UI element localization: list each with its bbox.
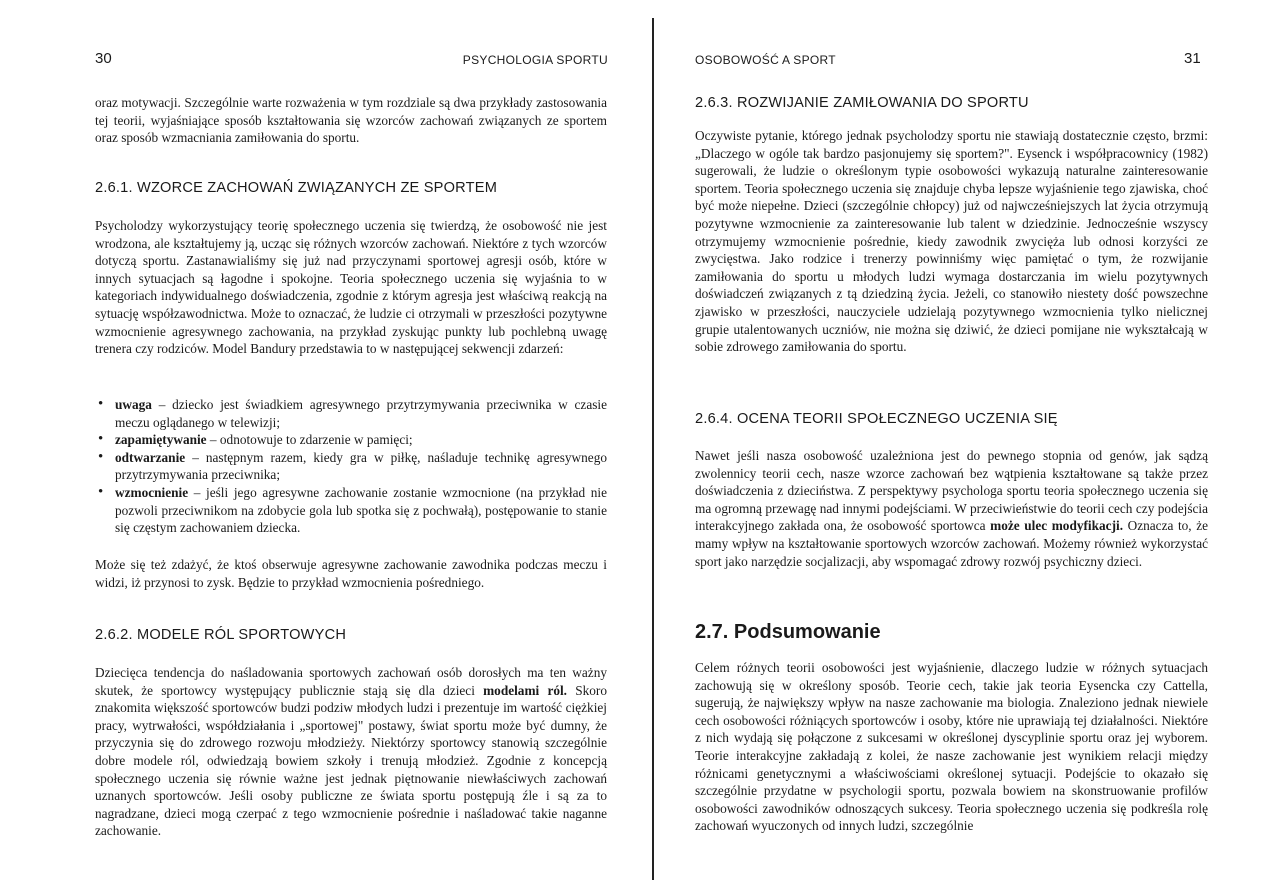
running-head: PSYCHOLOGIA SPORTU	[462, 53, 608, 67]
paragraph: Celem różnych teorii osobowości jest wyjaśnienie, dlaczego ludzie w różnych sytuacjach zachowują się w określony sposób. Teorie cech, takie jak teoria Eysencka czy Cattella, sugerują, że największy wpływ na nasze zachowanie ma biologia. Znaleziono jednak niewiele cech osobowości różniących sportowców i osoby, które nie uprawiają tej działalności. Niektóre z nich wydają się połączone z sukcesami w określonej dyscyplinie sportu oraz jej wyborem. Teorie interakcyjne zakładają z kolei, że nasze zachowanie jest wynikiem relacji między różnicami genetycznymi a właściwościami określonej sytuacji. Podejście to okazało się szczególnie przydatne w psychologii sportu, pozwala bowiem na skonstruowanie profilów osobowości zawodników odnoszących sukcesy. Teoria społecznego uczenia się podkreśla rolę zachowań wyuczonych od innych ludzi, szczególnie	[695, 660, 1208, 834]
list-item: • uwaga – dziecko jest świadkiem agresywnego przytrzymywania przeciwnika w czasie meczu oglądanego w telewizji;	[115, 396, 607, 431]
section-heading-2-6-2: 2.6.2. MODELE RÓL SPORTOWYCH	[95, 627, 347, 643]
section-heading-2-7: 2.7. Podsumowanie	[695, 621, 881, 643]
intro-paragraph: oraz motywacji. Szczególnie warte rozważenia w tym rozdziale są dwa przykłady zastosowania tej teorii, wyjaśniające sposób kształtowania się wzorców zachowań związanych ze sportem oraz sposób wzmacniania zamiłowania do sportu.	[95, 95, 607, 146]
section-heading-2-6-4: 2.6.4. OCENA TEORII SPOŁECZNEGO UCZENIA SIĘ	[695, 411, 1058, 427]
page-number: 31	[1184, 50, 1201, 67]
book-gutter	[652, 18, 654, 880]
section-heading-2-6-1: 2.6.1. WZORCE ZACHOWAŃ ZWIĄZANYCH ZE SPORTEM	[95, 180, 498, 196]
section-heading-2-6-3: 2.6.3. ROZWIJANIE ZAMIŁOWANIA DO SPORTU	[695, 95, 1029, 111]
bandura-sequence-list	[95, 396, 607, 537]
paragraph: Nawet jeśli nasza osobowość uzależniona jest do pewnego stopnia od genów, jak sądzą zwolennicy teorii cech, nasze wzorce zachowań bez wątpienia kształtowane są także przez doświadczenia z dzieciństwa. Z perspektywy psychologa sportu teoria społecznego uczenia się ma ogromną przewagę nad innymi podejściami. W przeciwieństwie do teorii cech czy podejścia interakcyjnego zakłada ona, że osobowość sportowca może ulec modyfikacji. Oznacza to, że mamy wpływ na kształtowanie sportowych wzorców zachowań. Możemy również wykorzystać sport jako narzędzie socjalizacji, aby wspomagać zdrowy rozwój psychiczny dzieci.	[695, 448, 1208, 569]
list-item: • wzmocnienie – jeśli jego agresywne zachowanie zostanie wzmocnione (na przykład nie pozwoli przeciwnikom na zdobycie gola lub spotka się z pochwałą), postępowanie to stanie się częstym zachowaniem dziecka.	[115, 484, 607, 537]
list-item: • odtwarzanie – następnym razem, kiedy gra w piłkę, naśladuje technikę agresywnego przytrzymywania przeciwnika;	[115, 449, 607, 484]
right-page	[658, 0, 1263, 893]
page-number: 30	[95, 50, 112, 67]
paragraph: Oczywiste pytanie, którego jednak psycholodzy sportu nie stawiają dostatecznie często, brzmi: „Dlaczego w ogóle tak bardzo pasjonujemy się sportem?". Eysenck i współpracownicy (1982) sugerowali, że ludzie o określonym typie osobowości wykazują naturalne zainteresowanie sportem. Teoria społecznego uczenia się znajduje chyba lepsze wyjaśnienie tego zjawiska, choć być może niepełne. Dzieci (szczególnie chłopcy) już od najwcześniejszych lat życia otrzymują pozytywne wzmocnienie za zainteresowanie lub talent w dziedzinie. Jednocześnie wszyscy otrzymujemy wzmocnienie pośrednie, kiedy zawodnik zwycięża lub odnosi korzyści ze zwycięstwa. Jako rodzice i trenerzy powinniśmy więc pamiętać o tym, że rozwijanie zamiłowania do sportu u młodych ludzi wymaga dostarczania im wielu pozytywnych doświadczeń związanych z tą dziedziną życia. Jeżeli, co stanowiło niestety dość powszechne zjawisko w przeszłości, nauczyciele udzielają pozytywnego wzmocnienia tylko nielicznej grupie utalentowanych uczniów, nie można się dziwić, że dzieci pomijane nie wykształcają w sobie zdrowego zamiłowania do sportu.	[695, 128, 1208, 355]
paragraph: Psycholodzy wykorzystujący teorię społecznego uczenia się twierdzą, że osobowość nie jest wrodzona, ale kształtujemy ją, ucząc się różnych wzorców zachowań. Niektóre z tych wzorców dotyczą sportu. Zastanawialiśmy się już nad przyczynami sportowej agresji osób, które w innych sytuacjach są łagodne i spokojne. Teoria społecznego uczenia się wyjaśnia to w kategoriach indywidualnego doświadczenia, zgodnie z którym agresja jest właściwą reakcją na sytuację współzawodnictwa. Może to oznaczać, że ludzie ci otrzymali w przeszłości pozytywne wzmocnienie agresywnego zachowania, na przykład zyskując punkty lub pochlebną uwagę trenera czy rodziców. Model Bandury przedstawia to w następującej sekwencji zdarzeń:	[95, 218, 607, 357]
running-head: OSOBOWOŚĆ A SPORT	[695, 53, 836, 67]
paragraph: Może się też zdażyć, że ktoś obserwuje agresywne zachowanie zawodnika podczas meczu i widzi, iż przynosi to zysk. Będzie to przykład wzmocnienia pośredniego.	[95, 557, 607, 590]
list-item: • zapamiętywanie – odnotowuje to zdarzenie w pamięci;	[115, 431, 607, 449]
paragraph: Dziecięca tendencja do naśladowania sportowych zachowań osób dorosłych ma ten ważny skutek, że sportowcy występujący publicznie stają się dla dzieci modelami ról. Skoro znakomita większość sportowców budzi podziw młodych ludzi i prezentuje im wartość ciężkiej pracy, wytrwałości, współdziałania i „sportowej" postawy, świat sportu może być dumny, że przyczynia się do zdrowego rozwoju młodzieży. Niektórzy sportowcy stanowią szczególnie dobre modele ról, odwiedzają bowiem szkoły i trenują młodzież. Zgodnie z koncepcją społecznego uczenia się równie ważne jest jednak piętnowanie niewłaściwych zachowań uznanych sportowców. Jeśli osoby publiczne ze świata sportu postępują źle i są za to nagradzane, dzieci mogą czerpać z tego wzmocnienie pośrednie i naśladować takie naganne zachowanie.	[95, 665, 607, 839]
